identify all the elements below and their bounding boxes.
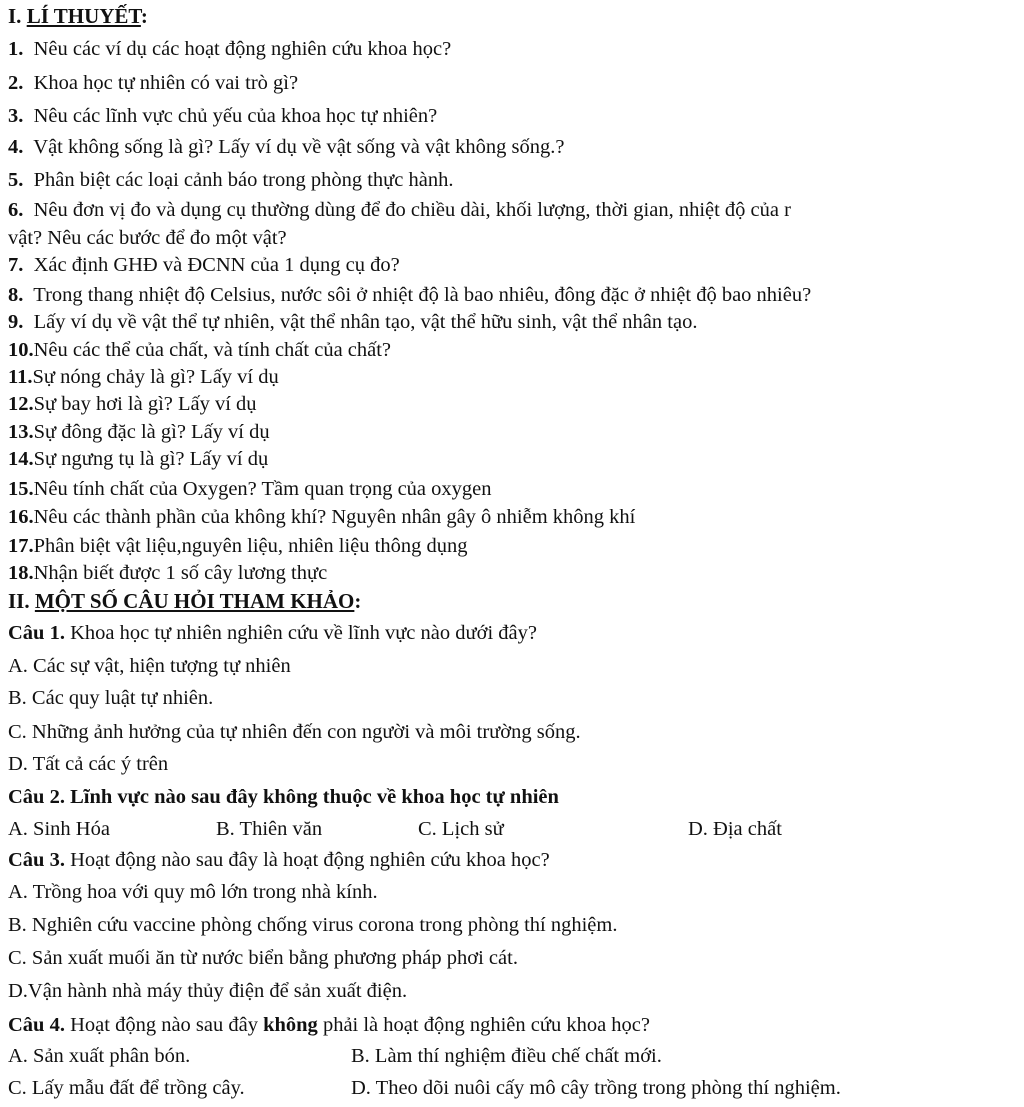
question-number: Câu 4. xyxy=(8,1014,65,1036)
theory-text: Nêu tính chất của Oxygen? Tầm quan trọng của oxygen xyxy=(33,478,492,500)
theory-number: 5. xyxy=(8,169,24,191)
theory-text: Sự bay hơi là gì? Lấy ví dụ xyxy=(33,393,257,415)
theory-number: 16. xyxy=(8,506,34,528)
q1-option-a: A. Các sự vật, hiện tượng tự nhiên xyxy=(8,655,291,677)
question-1 xyxy=(8,620,1020,646)
theory-number: 2. xyxy=(8,72,24,94)
theory-text: Xác định GHĐ và ĐCNN của 1 dụng cụ đo? xyxy=(33,254,400,276)
q3-option-a: A. Trồng hoa với quy mô lớn trong nhà kính. xyxy=(8,881,378,903)
section-2-prefix: II. xyxy=(8,589,35,613)
theory-number: 14. xyxy=(8,448,34,470)
theory-text: Sự đông đặc là gì? Lấy ví dụ xyxy=(33,421,270,443)
q4-option-a: A. Sản xuất phân bón. xyxy=(8,1045,191,1067)
theory-item xyxy=(8,134,1020,160)
theory-item xyxy=(8,36,1020,62)
theory-item xyxy=(8,504,1020,530)
theory-number: 3. xyxy=(8,105,24,127)
q2-option-c: C. Lịch sử xyxy=(418,818,504,840)
theory-item xyxy=(8,282,1020,308)
theory-item xyxy=(8,391,1020,417)
theory-item xyxy=(8,337,1020,363)
q3-option-b: B. Nghiên cứu vaccine phòng chống virus corona trong phòng thí nghiệm. xyxy=(8,914,618,936)
theory-number: 9. xyxy=(8,311,24,333)
q1-option-b: B. Các quy luật tự nhiên. xyxy=(8,687,214,709)
theory-text: Sự nóng chảy là gì? Lấy ví dụ xyxy=(32,366,279,388)
question-emphasis: không xyxy=(263,1014,318,1036)
question-2: Câu 2. Lĩnh vực nào sau đây không thuộc về khoa học tự nhiên xyxy=(8,786,559,808)
theory-text: Nêu đơn vị đo và dụng cụ thường dùng để đo chiều dài, khối lượng, thời gian, nhiệt độ của r xyxy=(33,199,791,221)
theory-number: 12. xyxy=(8,393,34,415)
theory-text: Nhận biết được 1 số cây lương thực xyxy=(33,562,328,584)
theory-item xyxy=(8,476,1020,502)
theory-text: Vật không sống là gì? Lấy ví dụ về vật sống và vật không sống.? xyxy=(33,136,565,158)
theory-text: Nêu các ví dụ các hoạt động nghiên cứu khoa học? xyxy=(33,38,452,60)
theory-item xyxy=(8,103,1020,129)
theory-item xyxy=(8,70,1020,96)
theory-item xyxy=(8,560,1020,586)
q3-option-d: D.Vận hành nhà máy thủy điện để sản xuất điện. xyxy=(8,980,408,1002)
theory-text: Phân biệt các loại cảnh báo trong phòng thực hành. xyxy=(33,169,454,191)
q4-option-c: C. Lấy mẫu đất để trồng cây. xyxy=(8,1077,245,1099)
theory-item xyxy=(8,446,1020,472)
q2-option-b: B. Thiên văn xyxy=(216,818,323,840)
question-3 xyxy=(8,847,1020,873)
theory-number: 15. xyxy=(8,478,34,500)
question-number: Câu 1. xyxy=(8,622,65,644)
q2-option-d: D. Địa chất xyxy=(688,818,782,840)
theory-item xyxy=(8,197,1020,223)
q3-option-c: C. Sản xuất muối ăn từ nước biển bằng phương pháp phơi cát. xyxy=(8,947,518,969)
question-text: Khoa học tự nhiên nghiên cứu về lĩnh vực nào dưới đây? xyxy=(64,622,537,644)
theory-item xyxy=(8,309,1020,335)
section-2-suffix: : xyxy=(354,589,362,613)
theory-text: Nêu các lĩnh vực chủ yếu của khoa học tự nhiên? xyxy=(33,105,438,127)
theory-number: 18. xyxy=(8,562,34,584)
question-text: Hoạt động nào sau đây là hoạt động nghiên cứu khoa học? xyxy=(64,849,550,871)
theory-item xyxy=(8,419,1020,445)
theory-item xyxy=(8,533,1020,559)
theory-number: 1. xyxy=(8,38,24,60)
question-text-part-2: phải là hoạt động nghiên cứu khoa học? xyxy=(317,1014,650,1036)
theory-text: Phân biệt vật liệu,nguyên liệu, nhiên liệu thông dụng xyxy=(33,535,468,557)
q4-option-b: B. Làm thí nghiệm điều chế chất mới. xyxy=(351,1045,662,1067)
theory-number: 4. xyxy=(8,136,24,158)
question-number: Câu 3. xyxy=(8,849,65,871)
theory-text: vật? Nêu các bước để đo một vật? xyxy=(8,227,287,249)
q2-option-a: A. Sinh Hóa xyxy=(8,818,110,840)
theory-item xyxy=(8,364,1020,390)
q1-option-c: C. Những ảnh hưởng của tự nhiên đến con người và môi trường sống. xyxy=(8,721,581,743)
theory-text: Nêu các thành phần của không khí? Nguyên nhân gây ô nhiễm không khí xyxy=(33,506,636,528)
theory-number: 17. xyxy=(8,535,34,557)
theory-text: Nêu các thể của chất, và tính chất của chất? xyxy=(33,339,392,361)
question-4 xyxy=(8,1012,1020,1038)
theory-number: 13. xyxy=(8,421,34,443)
theory-number: 6. xyxy=(8,199,24,221)
question-text-part-1: Hoạt động nào sau đây xyxy=(64,1014,264,1036)
section-2-heading xyxy=(8,588,1020,614)
section-1-heading xyxy=(8,3,1020,29)
section-1-title: LÍ THUYẾT xyxy=(26,4,141,28)
theory-item-continuation xyxy=(8,225,1020,251)
theory-number: 11. xyxy=(8,366,33,388)
section-1-suffix: : xyxy=(140,4,148,28)
theory-text: Lấy ví dụ về vật thể tự nhiên, vật thể nhân tạo, vật thể hữu sinh, vật thể nhân tạo. xyxy=(33,311,698,333)
theory-number: 10. xyxy=(8,339,34,361)
theory-text: Sự ngưng tụ là gì? Lấy ví dụ xyxy=(33,448,269,470)
theory-number: 7. xyxy=(8,254,24,276)
section-1-prefix: I. xyxy=(8,4,27,28)
theory-item xyxy=(8,167,1020,193)
q1-option-d: D. Tất cả các ý trên xyxy=(8,753,169,775)
theory-text: Khoa học tự nhiên có vai trò gì? xyxy=(33,72,299,94)
theory-text: Trong thang nhiệt độ Celsius, nước sôi ở nhiệt độ là bao nhiêu, đông đặc ở nhiệt độ bao nhiêu? xyxy=(33,284,812,306)
q4-option-d: D. Theo dõi nuôi cấy mô cây trồng trong phòng thí nghiệm. xyxy=(351,1077,841,1099)
theory-number: 8. xyxy=(8,284,24,306)
theory-item xyxy=(8,252,1020,278)
section-2-title: MỘT SỐ CÂU HỎI THAM KHẢO xyxy=(34,589,355,613)
